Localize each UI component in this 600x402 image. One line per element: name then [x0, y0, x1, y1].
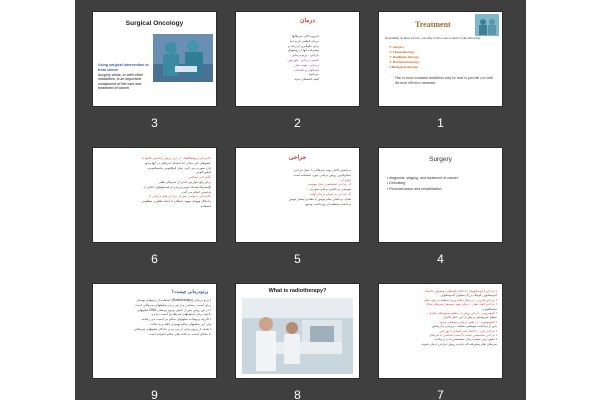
- list-item: ولی این سلولهای سالم بهبودی یافته و به حالت: [150, 321, 211, 326]
- list-item: اولسرها،انسداد،خونریزی،درد و فیستولهای داخلی از: [143, 184, 211, 189]
- slide-5-preview: [236, 148, 359, 242]
- slide-number-3: 3: [151, 116, 158, 130]
- list-item: 1- جراحی تشخیصی: مثل بیوپسی: [307, 182, 351, 187]
- list-item: ماستکتومی: [481, 306, 497, 311]
- treatment-photo-image: [475, 14, 499, 36]
- list-item: ➢ Hormonal therapy: [389, 60, 420, 64]
- list-item: • اگرچه پرتوها به سلولهای سالم نیز آسیب می رسانند: [141, 317, 211, 322]
- list-item: درمان قطعی دارند اما: [290, 38, 319, 43]
- slide-number-7: 7: [437, 388, 444, 402]
- list-item: برداشت منطقه ای ویرداشت وسیع: [305, 201, 351, 206]
- slide-3-body: Surgery alone, or with other modalities, is an important component of the care and treatment of cancer: [98, 73, 144, 91]
- list-item: رادیکال وبهدف بهبود عملکرد یا ایجاد ظاهری مطلوبتر: [141, 199, 211, 204]
- surgery-photo-image: [153, 34, 213, 82]
- radiotherapy-photo-image: [242, 298, 353, 374]
- list-item: متداولترین روش درمانی مورد استفاده است: [293, 172, 351, 177]
- list-item: • در این روش پس از تابش پرتوی یونساز، DNA سلولهای: [137, 307, 211, 312]
- list-item: • جراحی لیزری : در محل دهانه ورود منطقه ی مورد نظر: [423, 297, 497, 302]
- slide-9-title: پرتودرمانی چیست؟: [171, 289, 208, 294]
- slide-2-preview: [236, 12, 359, 106]
- list-item: • Reconstruction and rehabilitation: [387, 186, 442, 191]
- list-item: البته یافته‌های جدید: [294, 77, 319, 82]
- list-item: بدخیمی انجام می گیرد.: [180, 189, 211, 194]
- list-item: سطح غیرپوستی و پس از این عمل کنترل: [443, 315, 497, 320]
- list-item: • Debulking: [387, 181, 406, 186]
- slide-number-5: 5: [294, 252, 301, 266]
- list-item: دارد صورت می گیرد. مثل کولکتومی ماستکتومی،: [146, 165, 211, 170]
- slide-4-bullet-list: [387, 176, 458, 192]
- slide-number-4: 4: [437, 252, 444, 266]
- slide-6-preview: [93, 148, 216, 242]
- list-item: 2- جراحی به عنوان درمان اولیه: [310, 191, 351, 196]
- slide-1-treatment-list: [389, 45, 420, 70]
- slide-number-2: 2: [294, 116, 301, 130]
- list-item: • کیپوتروپنی : از این روش در تنظیم تومورهای شامل ...: [425, 311, 497, 316]
- list-item: آندوسکوپی کوچک بزرگ تصاویر آندوسکوپی: [440, 293, 497, 298]
- list-item: درمانی ، پیوند مغز: [295, 62, 319, 67]
- list-item: استخوان و استفاده: [294, 67, 319, 72]
- list-item: • جراحی ابعاد بطن : درمان نفوذ موضعی سرطان مثال: [426, 302, 497, 307]
- slide-6-text-list: [99, 156, 211, 209]
- slide-number-1: 1: [437, 116, 444, 130]
- slide-3-caption: Using surgical intervention to treat cancer: [98, 63, 149, 72]
- slide-3-preview: [93, 12, 216, 106]
- list-item: ➢ Chemotherapy: [389, 50, 415, 54]
- list-item: • diagnosis, staging, and treatment of cancer: [387, 176, 458, 180]
- list-item: بیوپسی برداشتی-برشی-سوزنی: [309, 187, 351, 192]
- list-item: • پرتو درمانی (Radiotherapy) استفاده از پرتوهای یونساز: [136, 298, 211, 302]
- slide-4-title: Surgery: [429, 156, 452, 163]
- slide-1-footer: One or more treatment modalities may be used to provide you with the most effective treatment: [395, 76, 493, 85]
- list-item: • جراحی لیزر : با کمک فیبر اپتیکی با نور لیزر: [439, 328, 497, 333]
- list-item: -4جراحی پروفیلاکتیک : در این روش برداشتن بافتها یا: [142, 156, 211, 160]
- list-item: با حداقل آسیب به بافت های سالم اطراف است: [148, 331, 211, 336]
- slide-8-title: What is radiotherapy?: [268, 288, 327, 294]
- list-item: سرطان های پیشرفته که باید به روش جراحی درمان شوند: [421, 341, 497, 346]
- list-item: برای جلوگیری از رشد و: [288, 43, 319, 48]
- list-item: برای رفع عوارض ناشی از سرطان نظیر: [158, 179, 211, 184]
- list-item: ناحیه درمان (سلولهای سرطانی) آسیب دیده و: [151, 312, 211, 317]
- slide-7-text-list: [385, 289, 497, 346]
- list-item: ➢ Radiation therapy: [389, 55, 420, 59]
- slide-number-9: 9: [151, 388, 158, 402]
- slide-number-6: 6: [151, 252, 158, 266]
- slide-1-intro: Depending on these factors, you may receive one or more of the following:: [385, 36, 481, 40]
- slide-4-preview: [379, 148, 502, 242]
- slide-5-title: جراحی: [288, 155, 307, 161]
- slide-8-preview: [236, 284, 359, 378]
- list-item: اوفورکتومی: [195, 170, 211, 175]
- slide-number-8: 8: [294, 388, 301, 402]
- slide-9-text-list: [99, 298, 211, 336]
- list-item: استفاده: [200, 203, 211, 208]
- list-item: امروزه اکثر سرطانها: [291, 34, 319, 38]
- list-item: شیمی درمانی ، هورمون: [287, 57, 319, 62]
- slide-2-text-list: [249, 34, 319, 82]
- list-item: • جراحی آندوسکوپیک : با کمک تلسکوپ وتصاویر با ابعاد: [424, 289, 497, 293]
- list-item: • هدف از پرتودرمانی از بین بردن حداکثر سلولهای سرطانی: [133, 326, 211, 331]
- list-item: جراحی ، پرتو درمانی ،: [289, 53, 319, 58]
- list-item: انواع آن :: [338, 177, 351, 182]
- list-item: -5جراحی تسکینی: [187, 175, 211, 180]
- list-item: می‌شود.: [308, 72, 319, 77]
- list-item: ➢ Surgery: [389, 45, 405, 49]
- list-item: ➢Biological therapy: [389, 65, 419, 69]
- list-item: • دقیق ترین نتیجه درمان تشخیصی با رد و رقابت: [434, 337, 497, 342]
- slide-3-title: Surgical Oncology: [125, 20, 184, 27]
- slide-1-title: Treatment: [415, 20, 451, 29]
- list-item: عضوهای غیر حیاتی که احتمال سرطان در آنها وجود: [144, 160, 211, 165]
- slide-5-text-list: [245, 168, 351, 206]
- slide-1-preview: [379, 12, 502, 106]
- list-item: برای آسیب رساندن و از بین بردن سلولهای سرطانی است: [135, 302, 211, 307]
- list-item: پس از برداشت موضعی ضایعه ، بررسی و آزمایش: [431, 324, 497, 329]
- slide-7-preview: [379, 284, 502, 378]
- slide-2-title: درمان: [299, 18, 315, 24]
- slide-sorter-panel: [75, 0, 526, 400]
- list-item: هدف برداشتن تمام تومور یا مقادیر بیشتر تومور: [288, 196, 351, 201]
- list-item: برداشتن کامل توده سرطانی با عمل جراحی: [293, 168, 351, 172]
- slide-9-preview: [93, 284, 216, 378]
- list-item: پیشرفت آنها از روشهای: [287, 48, 319, 53]
- list-item: • کمپوتوتونی : از تغییر درمانی موضعی وجود: [439, 319, 497, 324]
- list-item: • جراحی تشخیصی ساده یا آسیب شناسی یا سرطان: [429, 333, 497, 338]
- list-item: -6جراحی ترمیمی: پس از جراحی های درمانی یا: [149, 194, 211, 199]
